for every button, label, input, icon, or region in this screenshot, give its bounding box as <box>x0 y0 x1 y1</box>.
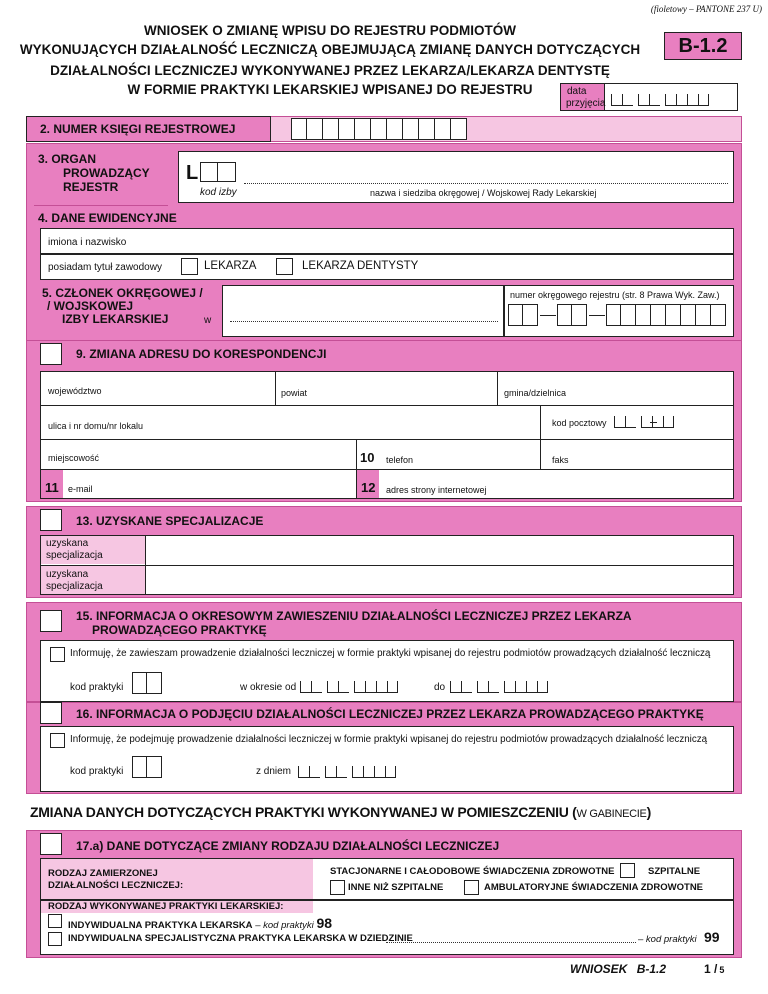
section-16-checkbox[interactable] <box>40 702 62 724</box>
hospital-checkbox[interactable] <box>620 863 635 878</box>
suspend-to-label: do <box>434 682 446 693</box>
section-3-label-1: 3. ORGAN <box>38 152 97 166</box>
title-line-4: W FORMIE PRAKTYKI LEKARSKIEJ WPISANEJ DO REJESTRU <box>127 82 533 97</box>
section-5-label-1: 5. CZŁONEK OKRĘGOWEJ / <box>42 286 203 300</box>
register-book-number-field[interactable] <box>291 118 467 140</box>
page-current: 1 / <box>704 962 718 976</box>
email-label: e-mail <box>68 484 93 494</box>
names-field[interactable] <box>40 228 734 254</box>
street-label: ulica i nr domu/nr lokalu <box>48 421 144 431</box>
suspend-to-field[interactable] <box>450 681 548 693</box>
field-11-number: 11 <box>45 480 59 495</box>
suspend-from-label: w okresie od <box>240 682 297 693</box>
resume-text: Informuję, że podejmuję prowadzenie działalności leczniczej w formie praktyki wpisanej do rejestru podmiotów prowadzących działalność leczniczą <box>70 734 708 745</box>
activity-type-label-2: DZIAŁALNOŚCI LECZNICZEJ: <box>48 880 184 891</box>
field-10-number: 10 <box>360 450 375 465</box>
suspend-practice-code-label: kod praktyki <box>70 682 124 693</box>
voivodeship-label: województwo <box>48 386 102 396</box>
top-note: (fioletowy – PANTONE 237 U) <box>650 4 762 14</box>
doctor-label: LEKARZA <box>204 260 257 272</box>
section-17-label: 17.a) DANE DOTYCZĄCE ZMIANY RODZAJU DZIAŁALNOŚCI LECZNICZEJ <box>76 839 500 853</box>
title-line-1: WNIOSEK O ZMIANĘ WPISU DO REJESTRU PODMIOTÓW <box>143 23 516 38</box>
activity-type-label-1: RODZAJ ZAMIERZONEJ <box>48 868 158 879</box>
field-12-number: 12 <box>361 480 376 495</box>
postal-code-field[interactable] <box>614 416 674 428</box>
county-label: powiat <box>281 388 308 398</box>
l-letter: L <box>186 162 199 184</box>
inpatient-label: STACJONARNE I CAŁODOBOWE ŚWIADCZENIA ZDROWOTNE <box>330 866 615 877</box>
postal-code-label: kod pocztowy <box>552 418 607 428</box>
page-number <box>704 962 724 976</box>
individual-practice-text: INDYWIDUALNA PRAKTYKA LEKARSKA <box>68 920 253 931</box>
specialist-practice-code-caption: – kod praktyki <box>638 934 697 945</box>
specialist-practice-label: INDYWIDUALNA SPECJALISTYCZNA PRAKTYKA LEKARSKA W DZIEDZINIE <box>68 933 413 944</box>
specialization-1-label-a: uzyskana <box>46 538 89 549</box>
date-received-box <box>560 83 738 111</box>
section-13-checkbox[interactable] <box>40 509 62 531</box>
date-label-1: data <box>567 86 587 97</box>
heading-small: W GABINECIE <box>576 808 647 820</box>
section-9-checkbox[interactable] <box>40 343 62 365</box>
section-3-label-3: REJESTR <box>63 180 119 194</box>
form-code-badge: B-1.2 <box>664 32 742 60</box>
suspend-checkbox[interactable] <box>50 647 65 662</box>
chamber-name-caption: nazwa i siedziba okręgowej / Wojskowej Rady Lekarskiej <box>370 188 597 198</box>
specialization-2-label-b: specjalizacja <box>46 581 103 592</box>
section-5-label-3: IZBY LEKARSKIEJ <box>62 312 169 326</box>
title-line-2: WYKONUJĄCYCH DZIAŁALNOŚĆ LECZNICZĄ OBEJMUJĄCĄ ZMIANĘ DANYCH DOTYCZĄCYCH <box>19 42 641 57</box>
section-13-label: 13. UZYSKANE SPECJALIZACJE <box>76 514 264 528</box>
names-label: imiona i nazwisko <box>48 237 127 248</box>
fax-label: faks <box>552 455 569 465</box>
resume-practice-code-field[interactable] <box>132 756 162 778</box>
specialization-2-field[interactable] <box>146 566 733 594</box>
section-2-label: 2. NUMER KSIĘGI REJESTROWEJ <box>40 122 236 136</box>
specialization-2-label-a: uzyskana <box>46 569 89 580</box>
suspend-from-field[interactable] <box>300 681 398 693</box>
district-register-field-2[interactable] <box>557 304 587 326</box>
ambulatory-label: AMBULATORYJNE ŚWIADCZENIA ZDROWOTNE <box>484 882 704 893</box>
section-15-label-2: PROWADZĄCEGO PRAKTYKĘ <box>92 623 267 637</box>
district-register-field[interactable] <box>508 304 538 326</box>
resume-date-field[interactable] <box>298 766 396 778</box>
code-99: 99 <box>704 929 720 945</box>
footer-form-label <box>570 962 666 976</box>
profession-label: posiadam tytuł zawodowy <box>48 262 162 273</box>
district-register-field-3[interactable] <box>606 304 726 326</box>
section-heading-practice-changes <box>30 804 651 820</box>
title-line-3: DZIAŁALNOŚCI LECZNICZEJ WYKONYWANEJ PRZEZ LEKARZA/LEKARZA DENTYSTĘ <box>50 63 610 78</box>
resume-checkbox[interactable] <box>50 733 65 748</box>
section-9-label: 9. ZMIANA ADRESU DO KORESPONDENCJI <box>76 347 327 361</box>
specialist-field-input[interactable] <box>386 942 636 943</box>
individual-practice-label <box>68 915 332 931</box>
section-5-w: w <box>204 315 212 326</box>
section-17-checkbox[interactable] <box>40 833 62 855</box>
website-label: adres strony internetowej <box>386 485 487 495</box>
chamber-code-caption: kod izby <box>200 187 237 198</box>
section-16-label: 16. INFORMACJA O PODJĘCIU DZIAŁALNOŚCI LECZNICZEJ PRZEZ LEKARZA PROWADZĄCEGO PRAKTYKĘ <box>76 707 704 721</box>
address-grid <box>40 371 734 499</box>
footer-wniosek: WNIOSEK <box>570 962 628 976</box>
doctor-checkbox[interactable] <box>181 258 198 275</box>
non-hospital-label: INNE NIŻ SZPITALNE <box>348 882 444 893</box>
heading-end: ) <box>646 804 651 820</box>
section-3-label-2: PROWADZĄCY <box>63 166 150 180</box>
resume-practice-code-label: kod praktyki <box>70 766 124 777</box>
dentist-label: LEKARZA DENTYSTY <box>302 260 419 272</box>
section-15-label-1: 15. INFORMACJA O OKRESOWYM ZAWIESZENIU DZIAŁALNOŚCI LECZNICZEJ PRZEZ LEKARZA <box>76 609 632 623</box>
specialization-1-field[interactable] <box>146 536 733 564</box>
chamber-member-box <box>222 285 504 337</box>
specialization-1-label-b: specjalizacja <box>46 550 103 561</box>
code-98: 98 <box>316 915 333 931</box>
non-hospital-checkbox[interactable] <box>330 880 345 895</box>
ambulatory-checkbox[interactable] <box>464 880 479 895</box>
section-4-label: 4. DANE EWIDENCYJNE <box>38 211 177 225</box>
page-total: 5 <box>719 965 725 975</box>
chamber-name-field[interactable] <box>244 183 728 184</box>
individual-practice-code-caption: – kod praktyki <box>255 920 314 931</box>
date-label-2: przyjęcia <box>566 98 606 109</box>
practice-type-label: RODZAJ WYKONYWANEJ PRAKTYKI LEKARSKIEJ: <box>48 901 284 912</box>
heading-main: ZMIANA DANYCH DOTYCZĄCYCH PRAKTYKI WYKONYWANEJ W POMIESZCZENIU ( <box>30 804 577 820</box>
specialist-practice-checkbox[interactable] <box>48 932 62 946</box>
suspend-practice-code-field[interactable] <box>132 672 162 694</box>
section-15-checkbox[interactable] <box>40 610 62 632</box>
individual-practice-checkbox[interactable] <box>48 914 62 928</box>
district-register-label: numer okręgowego rejestru (str. 8 Prawa Wyk. Zaw.) <box>510 290 720 300</box>
chamber-code-field[interactable] <box>200 162 236 182</box>
section-5-label-2: / WOJSKOWEJ <box>47 299 134 313</box>
footer-code: B-1.2 <box>636 962 667 976</box>
commune-label: gmina/dzielnica <box>504 388 567 398</box>
city-label: miejscowość <box>48 453 100 463</box>
suspend-text: Informuję, że zawieszam prowadzenie działalności leczniczej w formie praktyki wpisanej do rejestru podmiotów prowadzących działalność leczniczą <box>70 648 711 659</box>
date-received-field[interactable] <box>611 94 709 106</box>
hospital-label: SZPITALNE <box>648 866 701 877</box>
phone-label: telefon <box>386 455 414 465</box>
chamber-member-field[interactable] <box>230 321 498 322</box>
dentist-checkbox[interactable] <box>276 258 293 275</box>
resume-date-label: z dniem <box>256 766 292 777</box>
